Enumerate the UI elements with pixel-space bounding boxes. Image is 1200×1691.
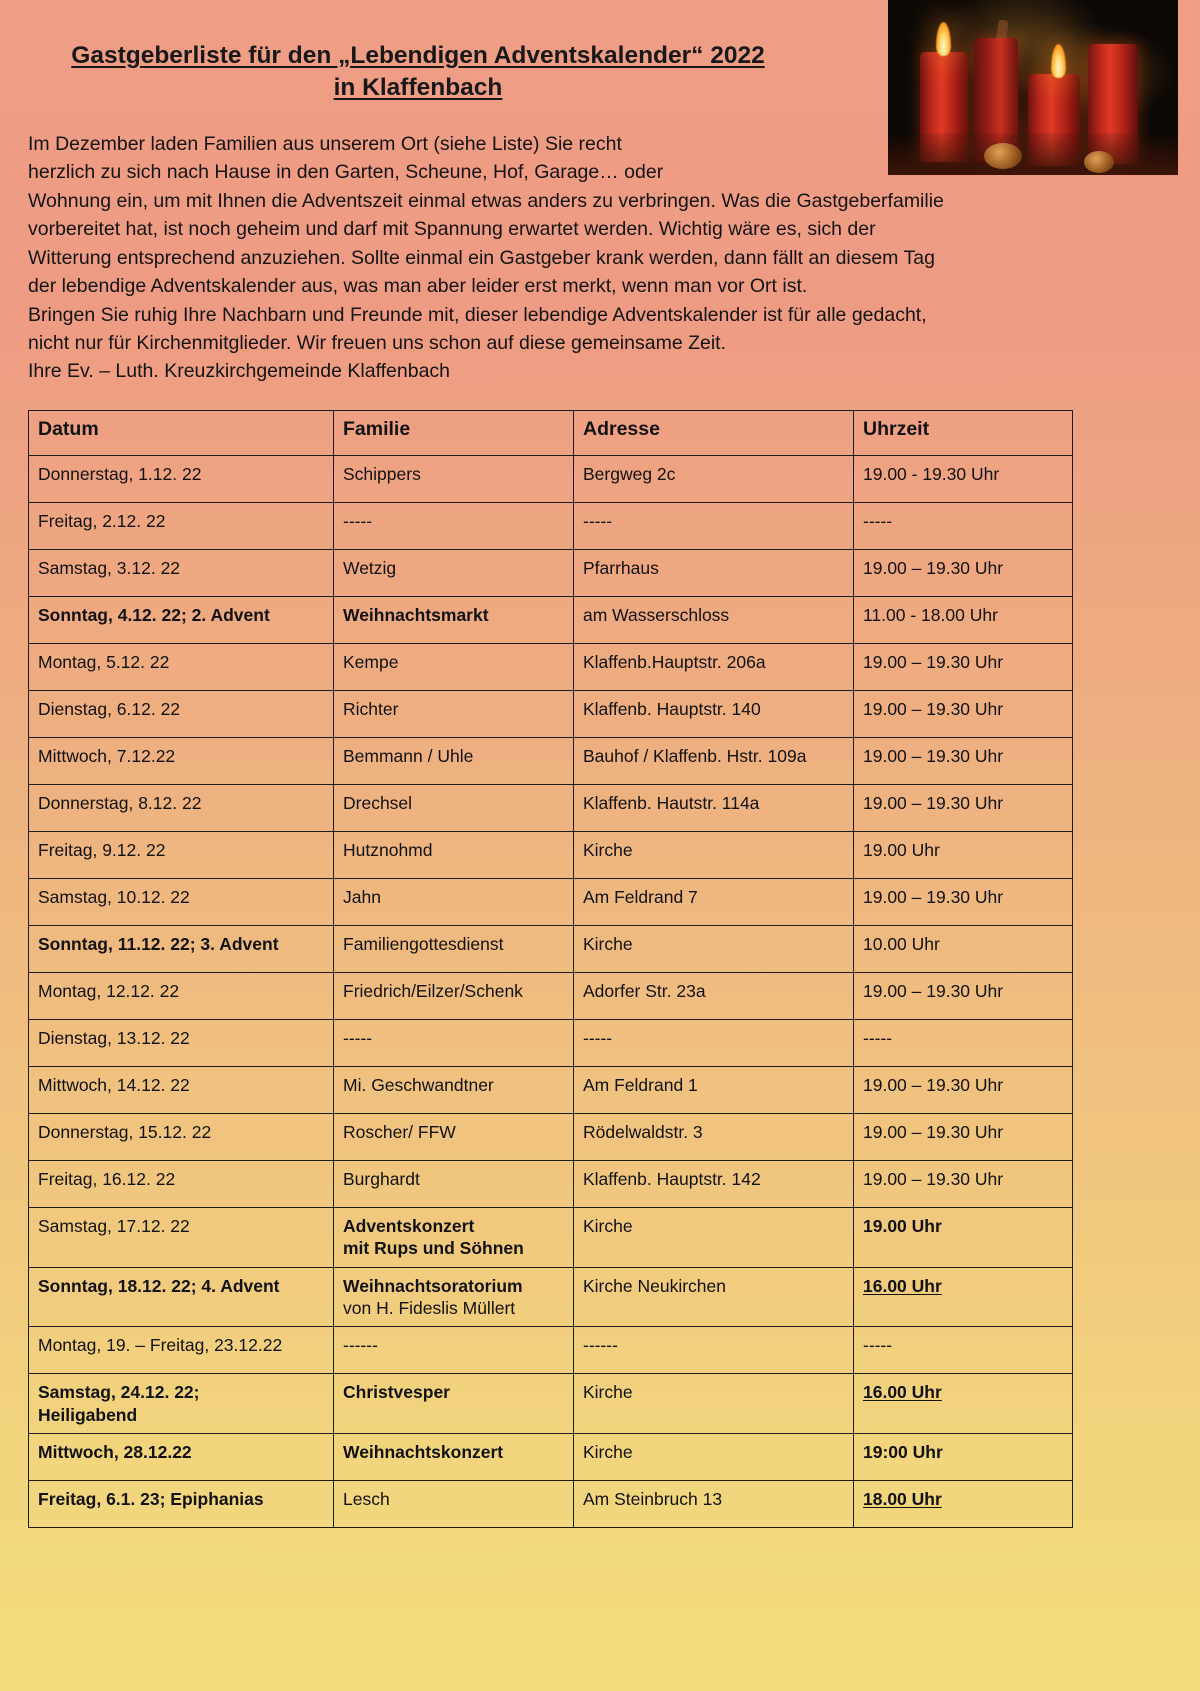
cell-familie: Hutznohmd — [334, 831, 574, 878]
cell-datum: Mittwoch, 28.12.22 — [29, 1434, 334, 1481]
intro-line-1: Im Dezember laden Familien aus unserem Ort (siehe Liste) Sie recht — [28, 132, 622, 155]
cell-adresse: Klaffenb. Hautstr. 114a — [574, 784, 854, 831]
table-row — [29, 455, 1073, 502]
cell-familie: Weihnachtskonzert — [334, 1434, 574, 1481]
cell-familie: Friedrich/Eilzer/Schenk — [334, 972, 574, 1019]
cell-adresse: ----- — [574, 1019, 854, 1066]
cell-familie: Burghardt — [334, 1160, 574, 1207]
table-header-row — [29, 410, 1073, 455]
advent-candles-photo — [888, 0, 1178, 175]
cell-uhrzeit: 19.00 Uhr — [854, 1207, 1073, 1267]
intro-line-3: Wohnung ein, um mit Ihnen die Adventszeit einmal etwas anders zu verbringen. Was die Gastgeberfamilie — [28, 189, 944, 212]
cell-adresse: Klaffenb. Hauptstr. 142 — [574, 1160, 854, 1207]
cell-familie: ------ — [334, 1327, 574, 1374]
cell-uhrzeit: 19.00 – 19.30 Uhr — [854, 972, 1073, 1019]
cell-familie: Weihnachtsmarkt — [334, 596, 574, 643]
table-row — [29, 1207, 1073, 1267]
dried-orange-slice-1 — [984, 143, 1022, 169]
page-title — [38, 40, 798, 104]
cell-adresse: Am Feldrand 1 — [574, 1066, 854, 1113]
table-row — [29, 1434, 1073, 1481]
cell-uhrzeit: 16.00 Uhr — [854, 1374, 1073, 1434]
table-row — [29, 596, 1073, 643]
column-header-datum: Datum — [29, 410, 334, 455]
cell-datum: Samstag, 3.12. 22 — [29, 549, 334, 596]
table-row — [29, 1160, 1073, 1207]
cell-adresse: Kirche Neukirchen — [574, 1267, 854, 1327]
table-body — [29, 455, 1073, 1527]
cell-datum: Sonntag, 11.12. 22; 3. Advent — [29, 925, 334, 972]
cell-uhrzeit: 19.00 - 19.30 Uhr — [854, 455, 1073, 502]
intro-line-6: der lebendige Adventskalender aus, was man aber leider erst merkt, wenn man vor Ort ist. — [28, 275, 808, 298]
cell-familie: Roscher/ FFW — [334, 1113, 574, 1160]
cell-adresse: Kirche — [574, 925, 854, 972]
cell-uhrzeit: 19.00 – 19.30 Uhr — [854, 1160, 1073, 1207]
column-header-adresse: Adresse — [574, 410, 854, 455]
cell-datum: Samstag, 17.12. 22 — [29, 1207, 334, 1267]
cell-datum: Mittwoch, 7.12.22 — [29, 737, 334, 784]
intro-line-9: Ihre Ev. – Luth. Kreuzkirchgemeinde Klaffenbach — [28, 360, 451, 383]
intro-line-8: nicht nur für Kirchenmitglieder. Wir freuen uns schon auf diese gemeinsame Zeit. — [28, 331, 727, 354]
cell-familie: Kempe — [334, 643, 574, 690]
cell-datum: Samstag, 24.12. 22; Heiligabend — [29, 1374, 334, 1434]
cell-datum: Dienstag, 13.12. 22 — [29, 1019, 334, 1066]
page-title-line-2: in Klaffenbach — [333, 73, 503, 101]
cell-adresse: Kirche — [574, 1374, 854, 1434]
cell-uhrzeit: 19.00 – 19.30 Uhr — [854, 690, 1073, 737]
cell-familie: Bemmann / Uhle — [334, 737, 574, 784]
table-row — [29, 1113, 1073, 1160]
cell-familie: ----- — [334, 502, 574, 549]
table-row — [29, 1327, 1073, 1374]
cell-familie: Christvesper — [334, 1374, 574, 1434]
cell-familie: Schippers — [334, 455, 574, 502]
intro-line-4: vorbereitet hat, ist noch geheim und darf mit Spannung erwartet werden. Wichtig wäre es, sich der — [28, 218, 876, 241]
cell-familie: Richter — [334, 690, 574, 737]
cell-datum: Sonntag, 4.12. 22; 2. Advent — [29, 596, 334, 643]
cell-familie: Familiengottesdienst — [334, 925, 574, 972]
cell-uhrzeit: 19.00 – 19.30 Uhr — [854, 1066, 1073, 1113]
cell-uhrzeit: 19.00 – 19.30 Uhr — [854, 878, 1073, 925]
cell-adresse: Rödelwaldstr. 3 — [574, 1113, 854, 1160]
table-row — [29, 549, 1073, 596]
cell-familie: Wetzig — [334, 549, 574, 596]
cell-datum: Montag, 19. – Freitag, 23.12.22 — [29, 1327, 334, 1374]
cell-uhrzeit: 19.00 – 19.30 Uhr — [854, 643, 1073, 690]
cell-datum: Freitag, 2.12. 22 — [29, 502, 334, 549]
cell-familie-line-2: von H. Fideslis Müllert — [343, 1298, 516, 1319]
cell-adresse: Klaffenb.Hauptstr. 206a — [574, 643, 854, 690]
cell-familie-line-2: mit Rups und Söhnen — [343, 1238, 524, 1259]
table-row — [29, 972, 1073, 1019]
cell-adresse: Pfarrhaus — [574, 549, 854, 596]
table-row — [29, 1374, 1073, 1434]
cell-datum: Donnerstag, 8.12. 22 — [29, 784, 334, 831]
cell-uhrzeit: 18.00 Uhr — [854, 1481, 1073, 1528]
intro-line-5: Witterung entsprechend anzuziehen. Sollte einmal ein Gastgeber krank werden, dann fällt an diesem Tag — [28, 246, 935, 269]
cell-adresse: Bauhof / Klaffenb. Hstr. 109a — [574, 737, 854, 784]
cell-familie: Adventskonzert mit Rups und Söhnen — [334, 1207, 574, 1267]
cell-adresse: Am Feldrand 7 — [574, 878, 854, 925]
cell-datum: Donnerstag, 15.12. 22 — [29, 1113, 334, 1160]
cell-adresse: Am Steinbruch 13 — [574, 1481, 854, 1528]
cell-uhrzeit: 19.00 – 19.30 Uhr — [854, 549, 1073, 596]
photo-foreground-decor — [888, 133, 1178, 175]
table-row — [29, 1267, 1073, 1327]
cell-adresse: Kirche — [574, 831, 854, 878]
cell-uhrzeit: ----- — [854, 502, 1073, 549]
cell-datum: Freitag, 16.12. 22 — [29, 1160, 334, 1207]
cell-uhrzeit: ----- — [854, 1327, 1073, 1374]
column-header-uhrzeit: Uhrzeit — [854, 410, 1073, 455]
cell-familie: Jahn — [334, 878, 574, 925]
cell-familie: Mi. Geschwandtner — [334, 1066, 574, 1113]
cell-uhrzeit: 11.00 - 18.00 Uhr — [854, 596, 1073, 643]
cell-uhrzeit: 19.00 – 19.30 Uhr — [854, 784, 1073, 831]
cell-uhrzeit: 19.00 Uhr — [854, 831, 1073, 878]
table-row — [29, 1019, 1073, 1066]
cell-familie: Weihnachtsoratorium von H. Fideslis Müllert — [334, 1267, 574, 1327]
cell-uhrzeit: 10.00 Uhr — [854, 925, 1073, 972]
table-row — [29, 784, 1073, 831]
cell-uhrzeit: 16.00 Uhr — [854, 1267, 1073, 1327]
cell-datum: Dienstag, 6.12. 22 — [29, 690, 334, 737]
cell-uhrzeit: 19.00 – 19.30 Uhr — [854, 1113, 1073, 1160]
table-row — [29, 643, 1073, 690]
cell-datum: Mittwoch, 14.12. 22 — [29, 1066, 334, 1113]
cell-adresse: Bergweg 2c — [574, 455, 854, 502]
host-schedule-table — [28, 410, 1073, 1528]
cell-adresse: Klaffenb. Hauptstr. 140 — [574, 690, 854, 737]
table-row — [29, 690, 1073, 737]
table-row — [29, 925, 1073, 972]
column-header-familie: Familie — [334, 410, 574, 455]
cell-adresse: Adorfer Str. 23a — [574, 972, 854, 1019]
cell-datum: Montag, 5.12. 22 — [29, 643, 334, 690]
cell-uhrzeit: 19:00 Uhr — [854, 1434, 1073, 1481]
cell-adresse: ----- — [574, 502, 854, 549]
cell-datum: Montag, 12.12. 22 — [29, 972, 334, 1019]
cell-adresse: Kirche — [574, 1207, 854, 1267]
table-row — [29, 831, 1073, 878]
cell-familie: Lesch — [334, 1481, 574, 1528]
table-row — [29, 737, 1073, 784]
cell-familie: ----- — [334, 1019, 574, 1066]
cell-adresse: Kirche — [574, 1434, 854, 1481]
intro-line-7: Bringen Sie ruhig Ihre Nachbarn und Freunde mit, dieser lebendige Adventskalender ist für alle gedacht, — [28, 303, 927, 326]
cell-datum-line-2: Heiligabend — [38, 1404, 138, 1425]
table-row — [29, 1066, 1073, 1113]
cell-adresse: am Wasserschloss — [574, 596, 854, 643]
cell-datum: Freitag, 9.12. 22 — [29, 831, 334, 878]
table-row — [29, 878, 1073, 925]
page-title-line-1: Gastgeberliste für den „Lebendigen Adventskalender“ 2022 — [71, 42, 765, 69]
intro-line-2: herzlich zu sich nach Hause in den Garten, Scheune, Hof, Garage… oder — [28, 161, 664, 184]
cell-uhrzeit: 19.00 – 19.30 Uhr — [854, 737, 1073, 784]
dried-orange-slice-2 — [1084, 151, 1114, 173]
cell-datum: Donnerstag, 1.12. 22 — [29, 455, 334, 502]
cell-adresse: ------ — [574, 1327, 854, 1374]
cell-uhrzeit: ----- — [854, 1019, 1073, 1066]
cell-familie: Drechsel — [334, 784, 574, 831]
cell-datum: Samstag, 10.12. 22 — [29, 878, 334, 925]
cell-datum: Sonntag, 18.12. 22; 4. Advent — [29, 1267, 334, 1327]
table-row — [29, 502, 1073, 549]
cell-datum: Freitag, 6.1. 23; Epiphanias — [29, 1481, 334, 1528]
table-row — [29, 1481, 1073, 1528]
